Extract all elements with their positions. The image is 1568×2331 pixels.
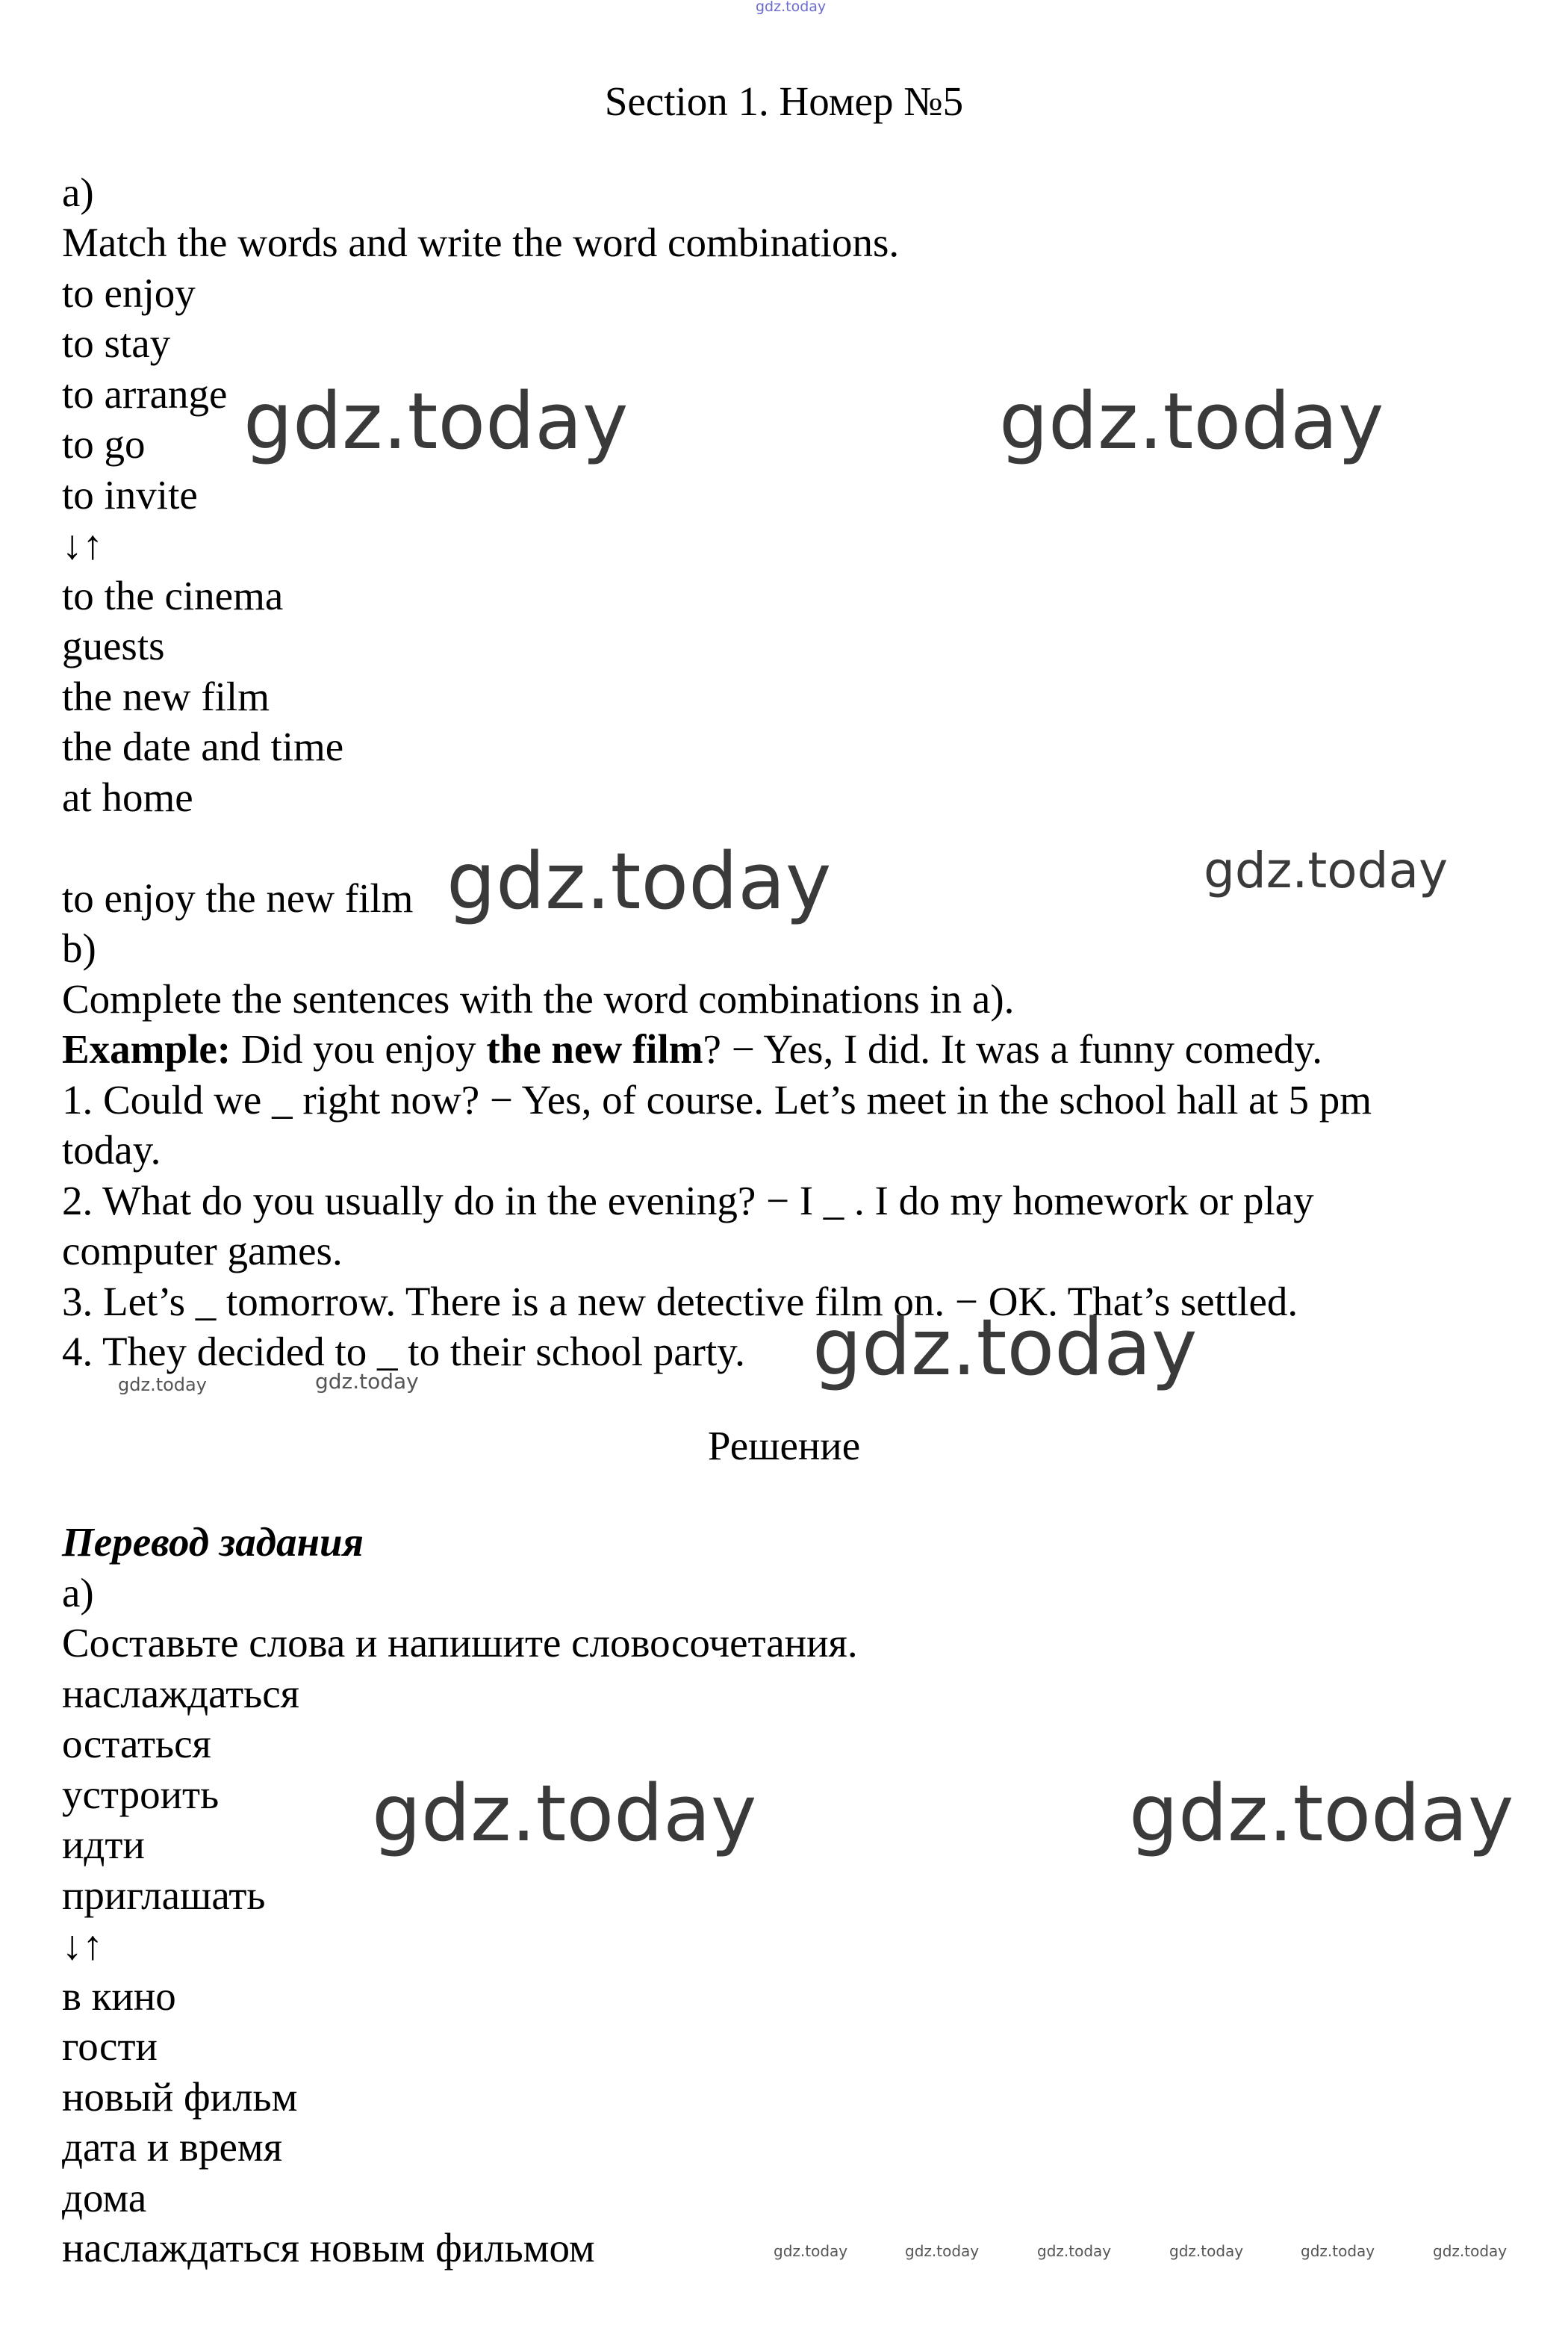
verb-item: to invite: [62, 472, 198, 518]
part-b-label: b): [62, 925, 96, 971]
solution-heading: Решение: [707, 1423, 861, 1468]
watermark: gdz.today: [1169, 2242, 1244, 2260]
verb-item: to stay: [62, 320, 171, 366]
verb-item: to arrange: [62, 371, 228, 417]
ru-example-combination: наслаждаться новым фильмом: [62, 2225, 595, 2271]
ru-object-item: дома: [62, 2175, 147, 2220]
ru-verb-item: наслаждаться: [62, 1671, 299, 1716]
watermark: gdz.today: [243, 376, 629, 467]
watermark: gdz.today: [1129, 1768, 1514, 1859]
example-answer: the new film: [486, 1026, 703, 1072]
object-item: at home: [62, 775, 193, 820]
verb-item: to enjoy: [62, 270, 196, 316]
ru-object-item: в кино: [62, 1973, 176, 2019]
watermark: gdz.today: [999, 376, 1384, 467]
sentence-line: computer games.: [62, 1228, 343, 1273]
watermark: gdz.today: [118, 1374, 207, 1395]
sentence-line: 4. They decided to _ to their school party.: [62, 1329, 745, 1374]
sentence-line: 3. Let’s _ tomorrow. There is a new detective film on. − OK. That’s settled.: [62, 1279, 1298, 1324]
example-text: Did you enjoy: [231, 1026, 487, 1072]
example-sentence: [62, 1028, 1322, 1070]
object-item: guests: [62, 623, 165, 668]
part-b-instruction: Complete the sentences with the word combinations in a).: [62, 976, 1015, 1022]
ru-object-item: гости: [62, 2023, 158, 2069]
example-combination: to enjoy the new film: [62, 875, 414, 921]
sentence-line: 1. Could we _ right now? − Yes, of course. Let’s meet in the school hall at 5 pm: [62, 1077, 1372, 1123]
watermark: gdz.today: [1037, 2242, 1112, 2260]
solution-instruction: Составьте слова и напишите словосочетания.: [62, 1620, 858, 1666]
sentence-line: today.: [62, 1127, 161, 1173]
page-title: Section 1. Номер №5: [604, 78, 964, 124]
object-item: to the cinema: [62, 573, 284, 618]
sentence-line: 2. What do you usually do in the evening? − I _ . I do my homework or play: [62, 1178, 1314, 1223]
watermark: gdz.today: [756, 0, 827, 15]
ru-verb-item: приглашать: [62, 1872, 266, 1918]
watermark: gdz.today: [774, 2242, 848, 2260]
watermark: gdz.today: [1204, 842, 1449, 899]
part-a-instruction: Match the words and write the word combinations.: [62, 220, 900, 265]
example-text: ? − Yes, I did. It was a funny comedy.: [703, 1026, 1322, 1072]
part-a-label: a): [62, 170, 94, 215]
ru-object-item: новый фильм: [62, 2074, 298, 2120]
object-item: the new film: [62, 674, 270, 719]
watermark: gdz.today: [315, 1369, 419, 1394]
example-label: Example:: [62, 1026, 231, 1072]
verb-item: to go: [62, 421, 146, 467]
translation-heading: Перевод задания: [62, 1519, 364, 1565]
ru-verb-item: устроить: [62, 1772, 220, 1817]
ru-object-item: дата и время: [62, 2124, 283, 2170]
watermark: gdz.today: [905, 2242, 980, 2260]
ru-verb-item: остаться: [62, 1721, 211, 1766]
ru-arrows: ↓↑: [62, 1922, 103, 1968]
watermark: gdz.today: [1433, 2242, 1508, 2260]
object-item: the date and time: [62, 724, 344, 769]
watermark: gdz.today: [447, 836, 832, 927]
ru-verb-item: идти: [62, 1822, 145, 1867]
watermark: gdz.today: [372, 1768, 757, 1859]
arrows: ↓↑: [62, 522, 103, 568]
solution-part-a-label: а): [62, 1570, 94, 1615]
watermark: gdz.today: [812, 1302, 1198, 1393]
watermark: gdz.today: [1301, 2242, 1375, 2260]
